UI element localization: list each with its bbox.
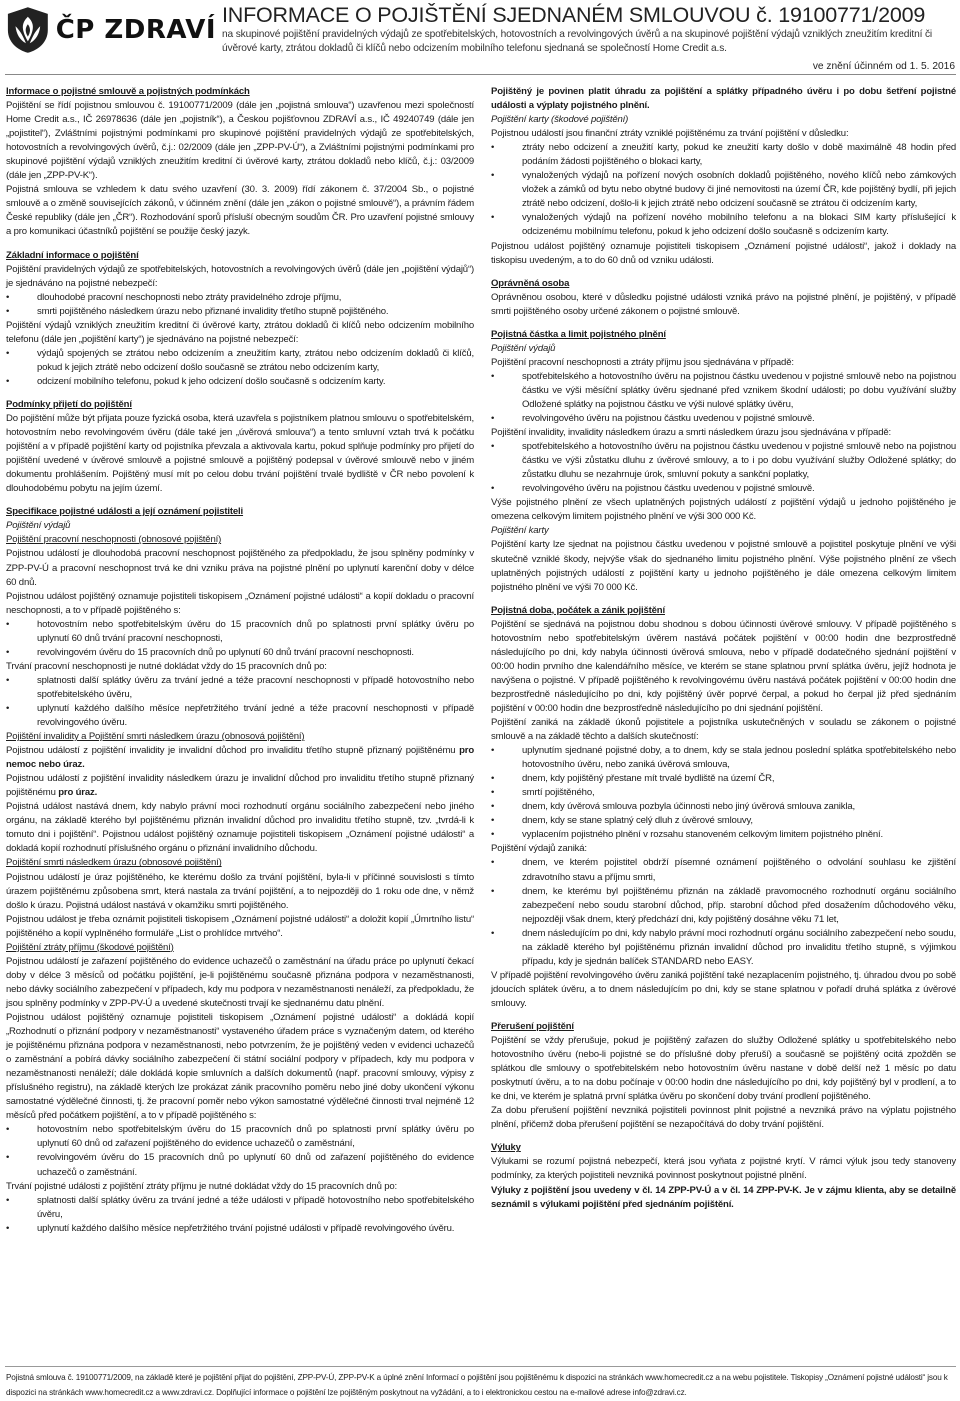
list-item: • hotovostním nebo spotřebitelským úvěru do 15 pracovních dnů po splatnosti první splátky úvěru po uplynutí 60 dnů od zařazení pojištěného do evidence uchazečů o zaměstnání, [6,1123,474,1151]
list-item: • odcizení mobilního telefonu, pokud k jeho odcizení došlo současně s odcizením karty. [6,375,474,389]
list-item: • dnem, kdy pojištěný přestane mít trvalé bydliště na území ČR, [491,772,956,786]
section-heading: Podmínky přijetí do pojištění [6,398,132,410]
list-item: • spotřebitelského a hotovostního úvěru na pojistnou částku uvedenou v pojistné smlouvě nebo na pojistnou částku ve výši zůstatku dluhu z úvěrové smlouvy, a to i po dobu využívání služby Odložené splátky; do zůstatku dluhu se nezahrnuje úrok, smluvní pokuty a sankční poplatky, [491,440,956,482]
list-item: • výdajů spojených se ztrátou nebo odcizením a zneužitím karty, ztrátou nebo odcizením dokladů či klíčů, pokud k jejich ztrátě nebo odcizení došlo současně se ztrátou nebo odcizením karty, [6,347,474,375]
paragraph: Výše pojistného plnění ze všech uplatněných pojistných událostí z pojištění výdajů u jednoho pojištěného je omezena celkovým limitem pojistného plnění ve výši 300 000 Kč. [491,497,956,523]
document-subtitle: na skupinové pojištění pravidelných výdajů ze spotřebitelských, hotovostních a revolvingových úvěrů a na skupinové pojištění výdajů vzniklých zneužitím kreditní či úvěrové karty, ztrátou dokladů či klíčů nebo odcizením mobilního telefonu sjednaná se společností Home Credit a.s. [222,29,933,54]
list-item: • dnem, kdy se stane splatný celý dluh z úvěrové smlouvy, [491,814,956,828]
subsection-label: Pojištění výdajů [491,342,556,354]
right-column [491,85,956,1212]
subsection-heading: Pojištění ztráty příjmu (škodové pojištění) [6,941,174,953]
list-item: • vynaložených výdajů na pořízení nových osobních dokladů pojištěného, nového klíčů nebo zámkových vložek a zámků od bytu nebo obytné budovy či jiné nemovitosti na území ČR, kde pojištěný bydlí, při jejich ztrátě nebo odcizení, došlo-li k jejich ztrátě nebo odcizení současně se ztrátou či odcizením karty, [491,169,956,211]
bullet-list [491,744,956,842]
bullet-list [6,1123,474,1179]
paragraph: Pojištění pravidelných výdajů ze spotřebitelských, hotovostních a revolvingových úvěrů (dále jen „pojištění výdajů“) je sjednáváno na pojistné nebezpečí: [6,263,474,289]
paragraph: Pojištění zaniká na základě úkonů pojistitele a pojistníka uskutečněných v souladu se zákonem o pojistné smlouvě a na základě těchto a dalších skutečností: [491,717,956,743]
subsection-heading: Pojištění pracovní neschopnosti (obnosové pojištění) [6,534,222,546]
paragraph: Pojištění výdajů vzniklých zneužitím kreditní či úvěrové karty, ztrátou dokladů či klíčů nebo odcizením mobilního telefonu (dále jen „pojištění karty“) je sjednáváno na pojistné nebezpečí: [6,319,474,345]
paragraph [6,744,474,772]
paragraph: Trvání pojistné události z pojištění ztráty příjmu je nutné dokládat vždy do 15 pracovních dnů po: [6,1180,398,1192]
paragraph: V případě pojištění revolvingového úvěru zaniká pojištění také nezaplacením pojistného, tj. úhradou dvou po sobě jdoucích splátek úvěru, a to dnem následujícím po dni, kdy se stane splatnou v pořadí druhá splátka z úvěrové smlouvy. [491,969,956,1009]
list-item: • vynaložených výdajů na pořízení nového mobilního telefonu a na blokaci SIM karty příslušející k odcizenému mobilnímu telefonu, pokud k jeho odcizení došlo současně s odcizením karty. [491,211,956,239]
list-item: • spotřebitelského a hotovostního úvěru na pojistnou částku uvedenou v pojistné smlouvě nebo na pojistnou částku ve výši měsíční splátky úvěru sjednané před vznikem škodní události; po dobu využívání služby Odložené splátky na pojistnou částku ve výši nulové splátky úvěru, [491,370,956,412]
section-heading: Pojištěný je povinen platit úhradu za pojištění a splátky případného úvěru i po dobu šetření pojistné události a výplaty pojistného plnění. [491,86,956,112]
list-item: • dnem následujícím po dni, kdy nabylo právní moci rozhodnutí orgánu sociálního zabezpečení nebo soudu, na základě kterého byl pojištěnému přiznán invalidní důchod pro invaliditu třetího stupně, s výjimkou případu, kdy je sjednán balíček STANDARD nebo EASY. [491,927,956,969]
section-heading: Výluky [491,1142,521,1154]
subsection-heading: Pojištění smrti následkem úrazu (obnosové pojištění) [6,857,222,869]
section-heading: Oprávněná osoba [491,277,570,289]
bullet-list [491,856,956,968]
paragraph: Oprávněnou osobou, které v důsledku pojistné události vzniká právo na pojistné plnění, je pojištěný, v případě smrti pojištěného osoby určené zákonem o pojistné smlouvě. [491,291,956,317]
brand-name: ČP ZDRAVÍ [55,15,216,45]
paragraph-text: Pojistnou událostí z pojištění invalidity je invalidní důchod pro invaliditu třetího stupně přiznaný pojištěnému [6,745,456,757]
paragraph: Pojistnou událost pojištěný oznamuje pojistiteli tiskopisem „Oznámení pojistné události“, jakož i doklady na tiskopisu uvedeným, a to do 60 dnů od vzniku události. [491,240,956,266]
brand-logo [6,2,216,58]
bullet-list [6,1194,474,1236]
paragraph: Za dobu přerušení pojištění nevzniká pojistiteli povinnost plnit pojistné a nevzniká právo na výplatu pojistného plnění, přičemž doba přerušení pojištění se nezapočítává do doby trvání pojištění. [491,1105,956,1131]
list-item: • splatnosti další splátky úvěru za trvání jedné a téže pracovní neschopnosti v případě hotovostního nebo spotřebitelského úvěru, [6,674,474,702]
subsection-label: Pojištění výdajů [6,520,71,532]
subsection-label: Pojištění karty (škodové pojištění) [491,114,629,126]
list-item: • uplynutím sjednané pojistné doby, a to dnem, kdy se stala jednou poslední splátka spotřebitelského nebo hotovostního úvěru, nebo zaniká úvěrová smlouva, [491,744,956,772]
paragraph: Pojistnou událostí je úraz pojištěného, ke kterému došlo za trvání pojištění, byla-li v příčinné souvislosti s tímto úrazem pojištěnému způsobena smrt, která nastala za trvání pojištění, a to nejpozději do 1 roku ode dne, v němž došlo k úrazu. Pojistná událost nastává v okamžiku smrti pojištěného. [6,871,474,911]
paragraph: Pojištění se řídí pojistnou smlouvou č. 19100771/2009 (dále jen „pojistná smlouva“) uzavřenou mezi společností Home Credit a.s., IČ 26978636 (dále jen „pojistník“), a Českou pojišťovnou ZDRAVÍ a.s., IČ 49240749 (dále jen „pojistitel“), Zvláštními pojistnými podmínkami pro skupinové pojištění pravidelných výdajů ze spotřebitelských, hotovostních a revolvingových úvěrů, č.j.: 02/2009 (dále jen „ZPP-PV-Ú“), a Zvláštními pojistnými podmínkami pro skupinové pojištění výdajů vzniklých zneužitím kreditní či úvěrové karty, ztrátou dokladů nebo klíčů, č.j.: 03/2009 (dále jen „ZPP-PV-K“). [6,100,474,182]
paragraph: Pojistná smlouva se vzhledem k datu svého uzavření (30. 3. 2009) řídí zákonem č. 37/2004 Sb., o pojistné smlouvě a o změně souvisejících zákonů, v účinném znění (dále jen „zákon o pojistné smlouvě“), a právním řádem České republiky (dále jen „ČR“). Rozhodování sporů přísluší obecným soudům ČR. Pro uzavření pojistné smlouvy a pro komunikaci účastníků pojištění se použije český jazyk. [6,184,474,238]
section-heading: Pojistná částka a limit pojistného plnění [491,328,666,340]
list-item: • uplynutí každého dalšího měsíce nepřetržitého trvání jedné a téže pracovní neschopnosti v případě revolvingového úvěru. [6,702,474,730]
list-item: • revolvingovém úvěru do 15 pracovních dnů po uplynutí 60 dnů od zařazení pojištěného do evidence uchazečů o zaměstnání. [6,1151,474,1179]
paragraph: Pojištění se sjednává na pojistnou dobu shodnou s dobou účinnosti úvěrové smlouvy. V případě pojištěného s hotovostním nebo spotřebitelským úvěrem nastává počátek pojištění v 00:00 hodin dne bezprostředně následujícího po dni, kdy nabyla účinnosti úvěrová smlouva, nebo v případě dodatečného sjednání pojištění v 00:00 hodin prvního dne kalendářního měsíce, ve kterém se stane splatnou první splátka úvěru, jejíž hodnota je navýšena o pojistné. V případě pojištěného k revolvingovému úvěru nastává počátek pojištění v 00:00 hodin dne bezprostředně následujícího po dni, kdy pojištěný úvěr poprvé čerpal, a pokud ho čerpal již před sjednáním pojištění v 00:00 hodin dne bezprostředně následujícího po dni sjednání pojištění. [491,618,956,714]
list-item: • revolvingového úvěru na pojistnou částku uvedenou v pojistné smlouvě. [491,482,956,496]
paragraph: Pojištění pracovní neschopnosti a ztráty příjmu jsou sjednávána v případě: [491,356,794,368]
list-item: • revolvingového úvěru na pojistnou částku uvedenou v pojistné smlouvě. [491,412,956,426]
paragraph: Do pojištění může být přijata pouze fyzická osoba, která uzavřela s pojistníkem platnou smlouvu o spotřebitelském, hotovostním nebo revolvingovém úvěru (dále také jen „úvěrová smlouva“) a tento smluvní vztah trvá k počátku pojištění a v případě pojištění karty od pojistníka převzala a aktivovala kartu, pokud splňuje podmínky pro přijetí do pojištění uvedené v úvěrové smlouvě a pojistné smlouvě a pojištěný podepsal v úvěrové smlouvě nebo v jiném dokumentu prohlášením. Pojištěný musí mít po celou dobu trvání pojištění trvalé bydliště v ČR nebo povolení k dlouhodobému pobytu na jejím území. [6,413,474,495]
list-item: • uplynutí každého dalšího měsíce nepřetržitého trvání pojistné události v případě revolvingového úvěru. [6,1222,474,1236]
paragraph: Pojistnou událost je třeba oznámit pojistiteli tiskopisem „Oznámení pojistné události“ a doložit kopií „Úmrtního listu“ pojištěného a kopií vyplněného formuláře „List o prohlídce mrtvého“. [6,913,474,939]
paragraph: Pojistnou událost pojištěný oznamuje pojistiteli tiskopisem „Oznámení pojistné události“ a kopií dokladu o pracovní neschopnosti, a to v případě pojištěného s: [6,590,474,616]
paragraph: Pojištění se vždy přerušuje, pokud je pojištěný zařazen do služby Odložené splátky u spotřebitelského nebo hotovostního úvěru (nebo-li pojistné se do příslušné doby přeruší) a současně se pojištěný ocitá zpožděn se splátkou dle smlouvy o spotřebitelském nebo hotovostním úvěru nastane v době delší než 1 měsíc po datu poskytnutí úvěru, a to na dobu počínaje v 00:00 hodin dne následujícího po dni, kdy pojištěný byl v prodlení, a to ke dni, ve kterém je splatná první splátka úvěru po skončení doby trvání prodlení pojištěného. [491,1035,956,1103]
paragraph: Trvání pracovní neschopnosti je nutné dokládat vždy do 15 pracovních dnů po: [6,660,327,672]
header-divider [5,74,956,75]
paragraph: Pojistnou událostí je zařazení pojištěného do evidence uchazečů o zaměstnání na úřadu práce po uplynutí čekací doby v délce 3 měsíců od počátku pojištění, je-li pojištěnému současně přiznána podpora v nezaměstnanosti, nebo dávky sociálního zabezpečení v případech, kdy mu podpora v nezaměstnanosti nenáleží, za předpokladu, že jsou splněny podmínky v ZPP-PV-Ú a uvedené skutečnosti trvají ke sjednanému datu plnění. [6,955,474,1009]
bullet-list [6,291,474,319]
paragraph: Pojištění karty lze sjednat na pojistnou částku uvedenou v pojistné smlouvě a pojistitel poskytuje plnění ve výši skutečně vzniklé škody, nejvýše však do sjednaného limitu pojistného plnění. Výše pojistného plnění ze všech uplatněných pojistných událostí z pojištění karty u jednoho pojištěného je dále omezena celkovým limitem pojistného plnění ve výši 70 000 Kč. [491,539,956,593]
subsection-heading: Pojištění invalidity a Pojištění smrti následkem úrazu (obnosová pojištění) [6,731,305,743]
paragraph: Pojistnou událostí jsou finanční ztráty vzniklé pojištěnému za trvání pojištění v důsledku: [491,128,849,140]
section-heading: Základní informace o pojištění [6,249,139,261]
left-column [6,85,474,1236]
subsection-label: Pojištění karty [491,525,549,537]
list-item: • dnem, ke kterému byl pojištěnému přiznán na základě pravomocného rozhodnutí orgánu sociálního zabezpečení nebo soudu starobní důchod, příp. starobní důchod před dosažením důchodového věku, nejpozději však dnem, který předchází dni, kdy pojištěný dosáhne věku 71 let, [491,885,956,927]
emphasis: pro nemoc nebo úraz. [6,745,474,771]
paragraph: Pojistná událost nastává dnem, kdy nabylo právní moci rozhodnutí orgánu sociálního zabezpečení nebo jiného orgánu, na základě kterého byl pojištěnému přiznán invalidní důchod pro invaliditu třetího stupně, tzv. „tvrdá-li k tomuto dni i pojištění“. Pojistnou událost pojištěný oznamuje pojistiteli tiskopisem „Oznámení pojistné události“ a dokladá kopií rozhodnutí příslušného orgánu o přiznání invalidního důchodu. [6,801,474,855]
document-title: INFORMACE O POJIŠTĚNÍ SJEDNANÉM SMLOUVOU č. 19100771/2009 [222,3,926,27]
paragraph: Pojistnou událost pojištěný oznamuje pojistiteli tiskopisem „Oznámení pojistné události“ a dokládá kopií „Rozhodnutí o přiznání podpory v nezaměstnanosti“ vystaveného úřadem práce s vyznačeným datem, od kterého je pojištěnému přiznána podpora v nezaměstnanosti, nebo potvrzením, že je pojištěný veden v evidenci uchazečů o zaměstnání a pobírá dávky sociálního zabezpečení či státní sociální podpory v případech, kdy mu podpora v nezaměstnanosti nenáleží; dále dokládá kopie smluvních a dalších dokumentů (např. pracovní smlouvy, výpisy z příslušného registru), na základě kterých lze prokázat zánik pracovního poměru nebo jiné doby ukončení výkonu samostatné výdělečné činnosti, tj. že pracovní poměr nebo výkon samostatné výdělečné činnosti trval nejméně 12 měsíců před počátkem pojištění, a to v případě pojištěného s: [6,1012,474,1122]
list-item: • revolvingovém úvěru do 15 pracovních dnů po uplynutí 60 dnů trvání pracovní neschopnosti. [6,646,474,660]
emphasis: pro úraz. [58,787,98,799]
bullet-list [6,618,474,660]
bullet-list [491,141,956,239]
paragraph-text: Pojistnou událostí z pojištění invalidity následkem úrazu je invalidní důchod pro invaliditu třetího stupně přiznaný pojištěnému [6,773,474,799]
list-item: • hotovostním nebo spotřebitelským úvěru do 15 pracovních dnů po splatnosti první splátky úvěru po uplynutí 60 dnů trvání pracovní neschopnosti, [6,618,474,646]
list-item: • dlouhodobé pracovní neschopnosti nebo ztráty pravidelného zdroje příjmu, [6,291,474,305]
list-item: • smrtí pojištěného, [491,786,956,800]
section-heading: Specifikace pojistné události a její oznámení pojistiteli [6,506,244,518]
section-heading: Pojistná doba, počátek a zánik pojištění [491,604,665,616]
insurer-emblem-icon [6,4,50,56]
list-item: • vyplacením pojistného plnění v rozsahu stanoveném celkovým limitem pojistného plnění. [491,828,956,842]
section-heading: Přerušení pojištění [491,1021,574,1032]
footer-note: Pojistná smlouva č. 19100771/2009, na základě které je pojištění přijat do pojištění, ZPP-PV-Ú, ZPP-PV-K a úplné znění Informací o pojištění jsou pojištěnému k dispozici na stránkách www.homecredit.cz a na webu pojistitele. Tiskopisy „Oznámení pojistné události“ jsou k dispozici na stránkách www.homecredit.cz a www.zdravi.cz. Doplňující informace o pojištění lze pojištěným poskytnout na vyžádání, a to i elektronickou cestou na e-mailové adrese info@zdravi.cz. [6,1373,948,1397]
paragraph [6,772,474,800]
edition-date: ve znění účinném od 1. 5. 2016 [812,61,955,72]
list-item: • splatnosti další splátky úvěru za trvání jedné a téže události v případě hotovostního nebo spotřebitelského úvěru, [6,1194,474,1222]
footer-divider [5,1366,956,1367]
bullet-list [6,347,474,389]
section-heading: Informace o pojistné smlouvě a pojistných podmínkách [6,86,250,97]
list-item: • smrti pojištěného následkem úrazu nebo přiznané invalidity třetího stupně pojištěného. [6,305,474,319]
list-item: • dnem, kdy úvěrová smlouva pozbyla účinnosti nebo jiný úvěrová smlouva zanikla, [491,800,956,814]
paragraph-emphasis: Výluky z pojištění jsou uvedeny v čl. 14 ZPP-PV-Ú a v čl. 14 ZPP-PV-K. Je v zájmu klienta, aby se detailně seznámil s výlukami pojištění před sjednáním pojištění. [491,1184,956,1210]
list-item: • ztráty nebo odcizení a zneužití karty, pokud ke zneužití karty došlo v době maximálně 48 hodin před podáním žádosti pojištěného o blokaci karty, [491,141,956,169]
paragraph: Pojistnou událostí je dlouhodobá pracovní neschopnost pojištěného za předpokladu, že jsou splněny podmínky v ZPP-PV-Ú a pracovní neschopnost trvá ke dni vzniku práva na pojistné plnění po uplynutí karenční doby v délce 60 dnů. [6,548,474,588]
paragraph: Výlukami se rozumí pojistná nebezpečí, která jsou vyňata z pojistné krytí. V rámci výluk jsou tedy stanoveny podmínky, za kterých pojistiteli nevzniká povinnost poskytnout pojistné plnění. [491,1156,956,1182]
paragraph: Pojištění invalidity, invalidity následkem úrazu a smrti následkem úrazu jsou sjednávána v případě: [491,427,892,439]
paragraph: Pojištění výdajů zaniká: [491,843,587,855]
bullet-list [6,674,474,730]
list-item: • dnem, ve kterém pojistitel obdrží písemné oznámení pojištěného o odvolání souhlasu ke zjištění zdravotního stavu a příjmu smrti, [491,856,956,884]
bullet-list [491,370,956,426]
bullet-list [491,440,956,496]
